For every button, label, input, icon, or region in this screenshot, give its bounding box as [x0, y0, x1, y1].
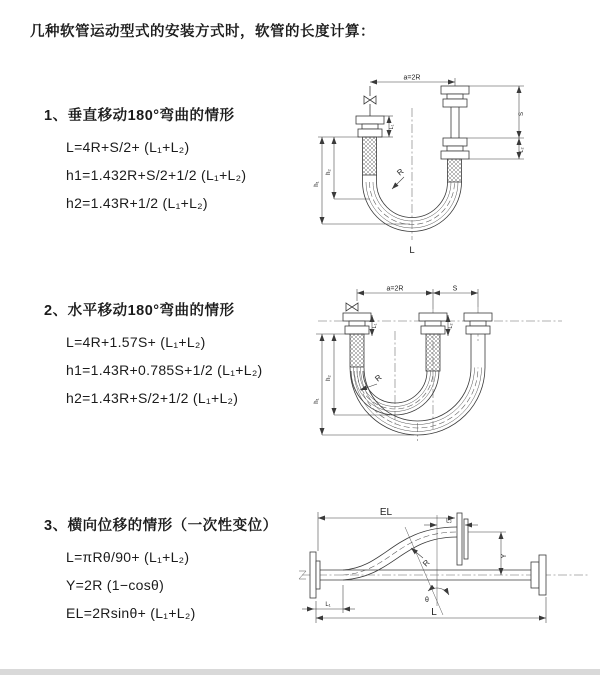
- section-1-heading: 1、垂直移动180°弯曲的情形: [44, 108, 235, 124]
- valve-icon: [364, 86, 376, 116]
- dim-label: h₂: [326, 169, 332, 175]
- left-fitting: [343, 313, 371, 367]
- dimension-y: [468, 532, 508, 575]
- middle-fitting: [419, 313, 447, 371]
- section-vertical-movement: [44, 104, 246, 217]
- formula-line: Y=2R (1−cosθ): [66, 577, 165, 593]
- dim-label: h₂: [326, 375, 332, 381]
- dim-label: Y: [501, 553, 508, 559]
- dimension-h1-h2: [314, 137, 410, 224]
- dim-label: S: [452, 285, 458, 293]
- dimension-a-2r: [357, 286, 478, 310]
- radius-label: R: [373, 372, 384, 384]
- section-1-formulas: [66, 133, 246, 217]
- dim-label: a=2R: [403, 74, 421, 82]
- radius-label: R: [395, 166, 406, 178]
- dim-label: a=2R: [386, 285, 404, 293]
- dimension-s-l2: [467, 86, 525, 159]
- section-3-formulas: [66, 543, 278, 627]
- valve-icon: [346, 303, 358, 311]
- formula-line: h2=1.43R+1/2 (L₁+L₂): [66, 195, 208, 211]
- section-2-heading: 2、水平移动180°弯曲的情形: [44, 303, 235, 319]
- dim-label: L₁: [389, 124, 395, 130]
- dim-label: h₁: [314, 398, 320, 404]
- formula-line: h1=1.43R+0.785S+1/2 (L₁+L₂): [66, 362, 263, 378]
- right-fitting: [441, 86, 469, 182]
- section-horizontal-movement: [44, 299, 263, 412]
- dim-label: L: [431, 607, 437, 618]
- formula-line: L=4R+1.57S+ (L₁+L₂): [66, 334, 206, 350]
- left-fitting: [356, 116, 384, 175]
- dim-label: L₂: [519, 147, 525, 153]
- dim-label: L₁: [325, 602, 331, 608]
- length-label: L: [409, 245, 415, 256]
- dimension-l: [316, 597, 546, 623]
- formula-line: L=4R+S/2+ (L₁+L₂): [66, 139, 190, 155]
- formula-line: h2=1.43R+S/2+1/2 (L₁+L₂): [66, 390, 239, 406]
- page-title: 几种软管运动型式的安装方式时，软管的长度计算：: [30, 24, 375, 40]
- dimension-a-2r: [370, 75, 455, 87]
- dim-label: EL: [379, 507, 393, 518]
- formula-line: h1=1.432R+S/2+1/2 (L₁+L₂): [66, 167, 247, 183]
- dim-label: L₂: [448, 323, 454, 329]
- lateral-displacement-diagram: [298, 503, 593, 648]
- section-2-formulas: [66, 328, 263, 412]
- dimension-l2: [448, 315, 454, 336]
- radius-leader: [392, 167, 406, 189]
- section-lateral-displacement: [44, 514, 278, 627]
- horizontal-180-bend-diagram: [310, 283, 600, 458]
- radius-label: R: [421, 558, 432, 569]
- vertical-180-bend-diagram: [312, 72, 564, 264]
- page-bottom-edge: [0, 669, 600, 675]
- angle-label: θ: [425, 597, 429, 604]
- dimension-l1: [372, 315, 378, 336]
- section-3-heading: 3、横向位移的情形（一次性变位）: [44, 518, 278, 534]
- dim-label: L₁: [372, 323, 378, 329]
- dim-label: h₁: [314, 181, 320, 187]
- formula-line: L=πRθ/90+ (L₁+L₂): [66, 549, 190, 565]
- dim-label: L₂: [446, 518, 452, 525]
- dim-label: S: [519, 111, 525, 117]
- dimension-l2: [424, 519, 478, 526]
- formula-line: EL=2Rsinθ+ (L₁+L₂): [66, 605, 196, 621]
